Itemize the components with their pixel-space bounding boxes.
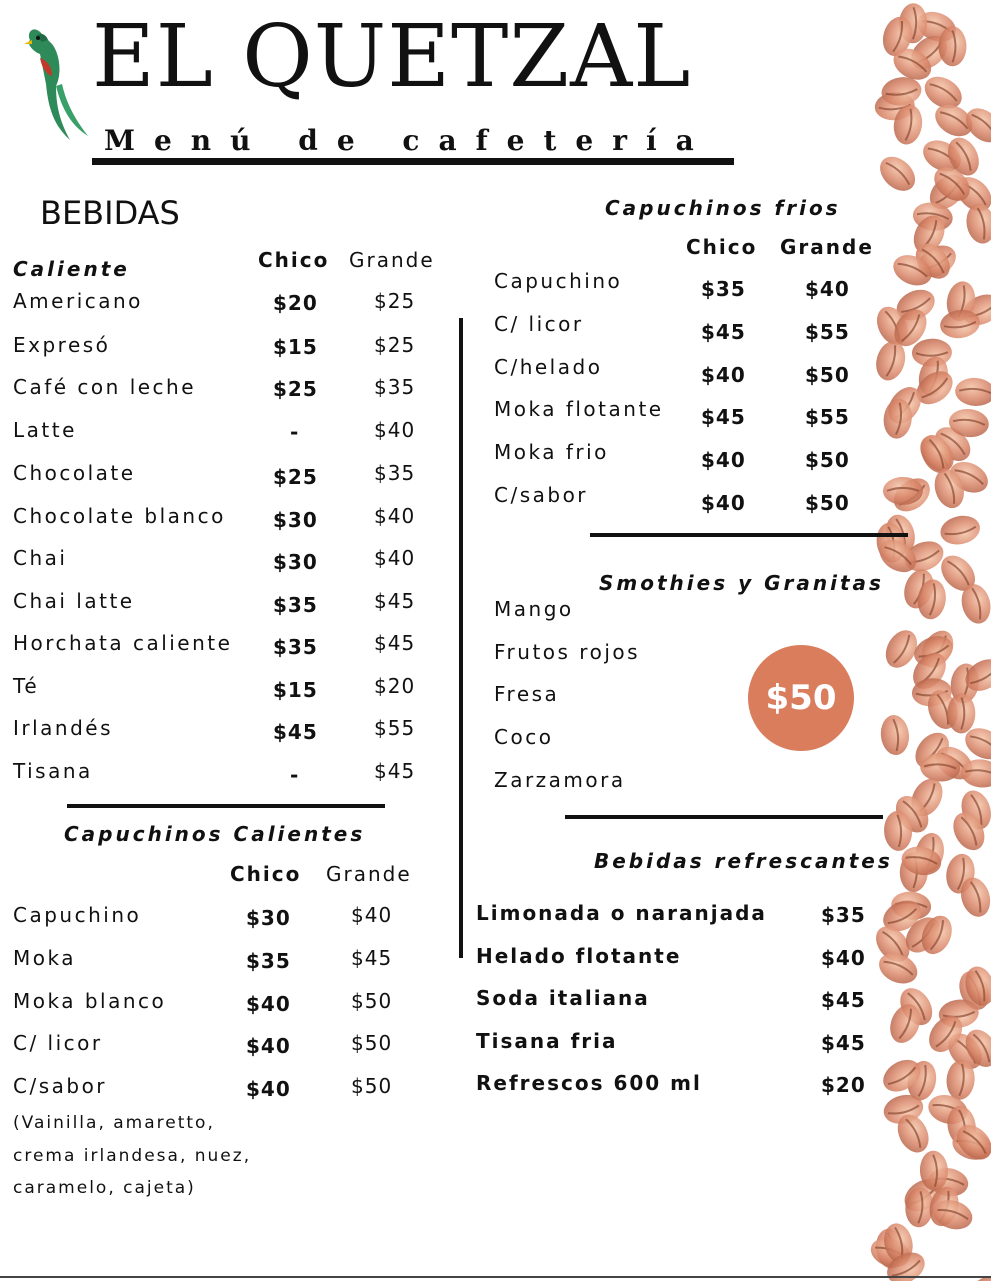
capuchinos-calientes-title: Capuchinos Calientes <box>64 822 366 846</box>
price-chico: - <box>290 763 300 787</box>
capcal-col-chico: Chico <box>230 862 302 886</box>
caliente-col-grande: Grande <box>349 248 435 272</box>
price-chico: $40 <box>701 491 746 515</box>
price-grande: $55 <box>374 716 416 740</box>
item-name: Zarzamora <box>494 768 626 792</box>
page-bottom-border <box>0 1276 991 1278</box>
price-chico: $40 <box>701 363 746 387</box>
price-grande: $35 <box>374 375 416 399</box>
flavor-note-line-3: caramelo, cajeta) <box>13 1178 196 1198</box>
price-chico: $30 <box>273 550 318 574</box>
item-name: Limonada o naranjada <box>476 901 767 925</box>
price-grande: $50 <box>805 448 850 472</box>
price-grande: $25 <box>374 333 416 357</box>
price-chico: $35 <box>701 277 746 301</box>
price-chico: $15 <box>273 335 318 359</box>
item-name: Chocolate <box>13 461 136 485</box>
restaurant-title: EL QUETZAL <box>92 7 692 107</box>
price-grande: $50 <box>805 363 850 387</box>
price-grande: $40 <box>374 418 416 442</box>
price-grande: $40 <box>805 277 850 301</box>
item-name: Soda italiana <box>476 986 650 1010</box>
price-grande: $45 <box>374 589 416 613</box>
item-name: Latte <box>13 418 77 442</box>
price-grande: $55 <box>805 320 850 344</box>
coffee-bean <box>938 512 983 548</box>
item-name: Chocolate blanco <box>13 504 226 528</box>
price-grande: $55 <box>805 405 850 429</box>
price-chico: $25 <box>273 377 318 401</box>
item-name: Tisana <box>13 759 93 783</box>
price-grande: $40 <box>374 546 416 570</box>
item-name: C/helado <box>494 355 603 379</box>
price-chico: $35 <box>246 949 291 973</box>
price-grande: $50 <box>351 1074 393 1098</box>
item-price: $45 <box>821 1031 866 1055</box>
item-name: C/sabor <box>494 483 589 507</box>
item-name: Horchata caliente <box>13 631 233 655</box>
price-chico: $15 <box>273 678 318 702</box>
item-price: $20 <box>821 1073 866 1097</box>
price-grande: $50 <box>351 989 393 1013</box>
item-name: Capuchino <box>494 269 623 293</box>
price-grande: $45 <box>374 759 416 783</box>
coffee-bean <box>963 201 991 246</box>
price-grande: $45 <box>351 946 393 970</box>
price-chico: $30 <box>246 906 291 930</box>
smoothies-title: Smothies y Granitas <box>599 571 884 595</box>
coffee-beans-decoration <box>870 0 991 1281</box>
item-name: Chai <box>13 546 68 570</box>
section-divider <box>590 533 908 537</box>
item-name: Coco <box>494 725 554 749</box>
price-chico: $30 <box>273 508 318 532</box>
caliente-title: Caliente <box>13 257 130 281</box>
price-grande: $25 <box>374 289 416 313</box>
caliente-col-chico: Chico <box>258 248 330 272</box>
item-name: Mango <box>494 597 574 621</box>
capcal-col-grande: Grande <box>326 862 412 886</box>
item-name: Expresó <box>13 333 111 357</box>
bebidas-heading: BEBIDAS <box>40 194 180 232</box>
price-grande: $50 <box>351 1031 393 1055</box>
price-chico: $45 <box>701 320 746 344</box>
item-name: Moka <box>13 946 76 970</box>
price-chico: $45 <box>701 405 746 429</box>
price-chico: $40 <box>701 448 746 472</box>
item-name: Helado flotante <box>476 944 682 968</box>
item-name: Moka flotante <box>494 397 664 421</box>
item-name: Té <box>13 674 40 698</box>
item-name: Capuchino <box>13 903 142 927</box>
price-chico: $40 <box>246 992 291 1016</box>
item-name: C/ licor <box>494 312 584 336</box>
item-name: Frutos rojos <box>494 640 641 664</box>
quetzal-bird-icon <box>12 14 92 144</box>
price-chico: $40 <box>246 1034 291 1058</box>
item-price: $45 <box>821 988 866 1012</box>
price-grande: $35 <box>374 461 416 485</box>
coffee-bean <box>873 150 921 198</box>
item-name: Tisana fria <box>476 1029 618 1053</box>
item-name: Moka blanco <box>13 989 167 1013</box>
item-price: $35 <box>821 903 866 927</box>
coffee-bean <box>879 714 911 757</box>
item-name: Americano <box>13 289 143 313</box>
item-name: Irlandés <box>13 716 114 740</box>
price-chico: $40 <box>246 1077 291 1101</box>
item-name: C/ licor <box>13 1031 103 1055</box>
item-name: Fresa <box>494 682 560 706</box>
price-grande: $50 <box>805 491 850 515</box>
item-name: Chai latte <box>13 589 135 613</box>
price-grande: $40 <box>351 903 393 927</box>
price-grande: $20 <box>374 674 416 698</box>
capfrio-col-chico: Chico <box>686 235 758 259</box>
item-name: Refrescos 600 ml <box>476 1071 702 1095</box>
smoothies-price-badge: $50 <box>748 645 854 751</box>
item-price: $40 <box>821 946 866 970</box>
price-chico: $20 <box>273 291 318 315</box>
flavor-note-line-1: (Vainilla, amaretto, <box>13 1113 215 1133</box>
section-divider <box>67 804 385 808</box>
column-divider <box>459 318 463 958</box>
capuchinos-frios-title: Capuchinos frios <box>605 196 841 220</box>
price-chico: $35 <box>273 593 318 617</box>
section-divider <box>565 815 883 819</box>
price-grande: $40 <box>374 504 416 528</box>
menu-subtitle: Menú de cafetería <box>104 124 713 157</box>
price-chico: - <box>290 420 300 444</box>
refrescantes-title: Bebidas refrescantes <box>594 849 893 873</box>
title-underline <box>92 158 734 165</box>
price-grande: $45 <box>374 631 416 655</box>
item-name: Moka frio <box>494 440 609 464</box>
price-chico: $45 <box>273 720 318 744</box>
price-chico: $35 <box>273 635 318 659</box>
item-name: Café con leche <box>13 375 197 399</box>
capfrio-col-grande: Grande <box>780 235 874 259</box>
price-chico: $25 <box>273 465 318 489</box>
flavor-note-line-2: crema irlandesa, nuez, <box>13 1146 252 1166</box>
item-name: C/sabor <box>13 1074 108 1098</box>
